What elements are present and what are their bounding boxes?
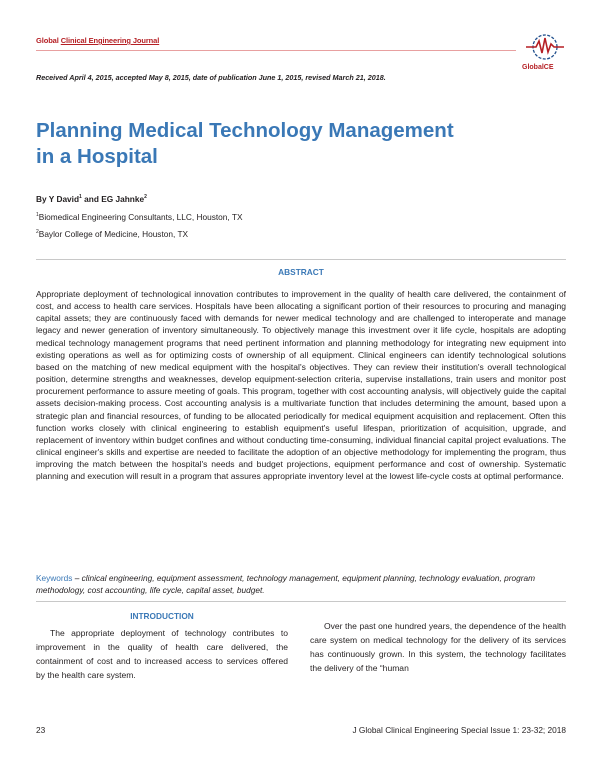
header-divider bbox=[36, 50, 516, 51]
keywords-label: Keywords bbox=[36, 573, 73, 583]
author-1: By Y David bbox=[36, 194, 80, 204]
received-dates: Received April 4, 2015, accepted May 8, 2015, date of publication June 1, 2015, revised March 21, 2018. bbox=[36, 73, 386, 82]
page-number: 23 bbox=[36, 725, 46, 735]
abstract-divider bbox=[36, 259, 566, 260]
journal-name-link[interactable]: Clinical Engineering Journal bbox=[60, 36, 160, 45]
affiliation-2 bbox=[36, 229, 188, 239]
keywords-divider bbox=[36, 601, 566, 602]
affiliation-1-mark: 1 bbox=[36, 212, 39, 219]
abstract-heading: ABSTRACT bbox=[278, 267, 324, 277]
affiliation-1 bbox=[36, 212, 242, 222]
introduction-heading: INTRODUCTION bbox=[130, 611, 194, 621]
keywords bbox=[36, 572, 566, 596]
affiliation-1-text: Biomedical Engineering Consultants, LLC, Houston, TX bbox=[38, 212, 243, 222]
author-1-affil-mark: 1 bbox=[79, 194, 82, 201]
abstract-body: Appropriate deployment of technological innovation contributes to improvement in the quality of health care delivered, the containment of cost, and access to health care services. Hospitals have been allocating a significant portion of their resources to procuring and managing capital assets; they are continuously faced with demands for newer medical technology and are challenged to interoperate and manage legacy and newer generation of inventory simultaneously. To objectively manage this investment over it life cycle, hospitals are adopting medical technology management programs that need pertinent information and planning methodology for integrating new equipment into existing operations as well as for optimizing costs of ownership of all equipment. Clinical engineers can identify technological solutions based on the matching of new medical equipment with the hospital's objectives. They can review their institution's overall technological position, determine strengths and weaknesses, develop equipment-selection criteria, supervise installations, train users and monitor post procurement performance to assure meeting of goals. This program, together with cost accounting analysis, will objectively guide the capital assets decision-making process. Cost accounting analysis is a multivariate function that includes determining the amount, based upon a strategic plan and financial resources, of funding to be allocated periodically for medical equipment acquisition and replacement. Often this function works closely with clinical engineering to establish equipment's useful lifespan, prioritization of acquisition, upgrade, and replacement of inventory within budget confines and without conducting time-consuming, individual financial capital project evaluations. The clinical engineer's skills and expertise are needed to facilitate the adoption of an objective methodology for implementing the program, thus improving the match between the hospital's needs and budget projections, equipment performance and cost of ownership. Systematic planning and execution will result in a program that assures appropriate inventory level at the lowest life-cycle costs at optimal performance. bbox=[36, 289, 566, 482]
intro-right-paragraph: Over the past one hundred years, the dependence of the health care system on medical technology for the delivery of its services has continuously grown. In this system, the technology facilitates the delivery of the “human bbox=[310, 621, 566, 673]
keywords-text: – clinical engineering, equipment assessment, technology management, equipment planning, technology evaluation, program methodology, cost accounting, life cycle, capital asset, budget. bbox=[36, 573, 536, 596]
intro-left-paragraph: The appropriate deployment of technology contributes to improvement in the quality of health care delivered, the containment of cost and to increased access to services offered by the health care system. bbox=[36, 628, 288, 680]
author-2-affil-mark: 2 bbox=[144, 194, 147, 201]
page-title: Planning Medical Technology Management in a Hospital bbox=[36, 119, 454, 168]
journal-name bbox=[36, 36, 159, 45]
affiliation-2-mark: 2 bbox=[36, 229, 39, 236]
author-2: and EG Jahnke bbox=[81, 194, 145, 204]
logo-text: GlobalCE bbox=[522, 64, 554, 71]
journal-name-prefix: Global bbox=[36, 36, 61, 45]
affiliation-2-text: Baylor College of Medicine, Houston, TX bbox=[38, 229, 189, 239]
authors bbox=[36, 194, 147, 204]
footer-citation: J Global Clinical Engineering Special Issue 1: 23-32; 2018 bbox=[352, 725, 566, 735]
